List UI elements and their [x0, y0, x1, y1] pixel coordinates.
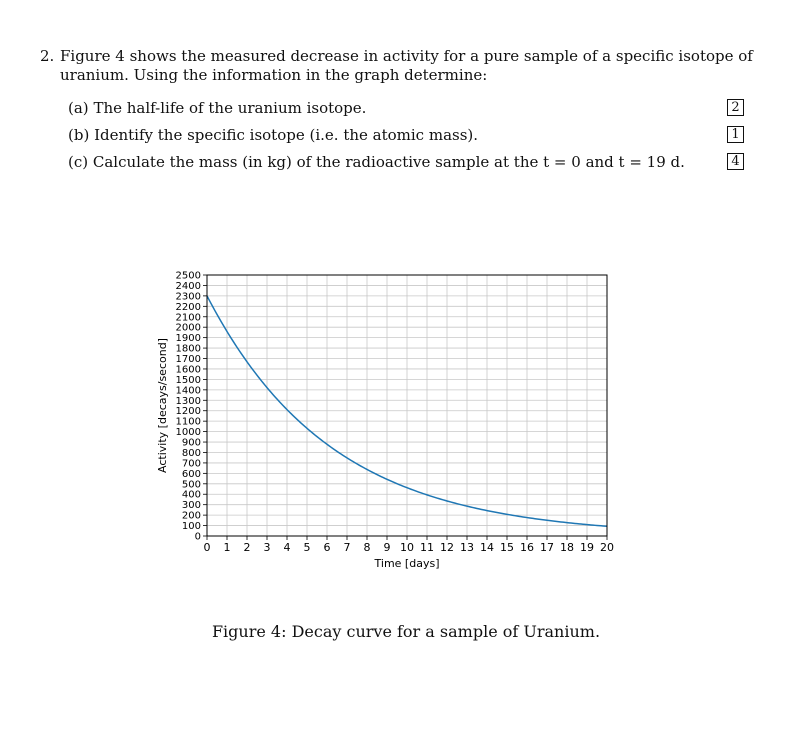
y-tick-label: 1000 [175, 427, 201, 439]
y-tick-label: 0 [194, 531, 201, 543]
y-tick-label: 100 [181, 521, 201, 533]
y-tick-label: 2000 [175, 322, 201, 334]
decay-chart [150, 265, 630, 575]
y-tick-label: 1300 [175, 395, 201, 407]
x-tick-label: 7 [343, 541, 351, 554]
x-tick-label: 19 [580, 541, 594, 554]
part-b-line [68, 126, 478, 144]
x-tick-label: 16 [520, 541, 534, 554]
y-tick-label: 300 [181, 500, 201, 512]
question-text: Figure 4 shows the measured decrease in activity for a pure sample of a specific isotope of uranium. Using the information in the graph determine: [60, 47, 753, 84]
y-tick-label: 1800 [175, 343, 201, 355]
x-tick-label: 8 [363, 541, 371, 554]
y-tick-label: 700 [181, 458, 201, 470]
part-b-label: (b) [68, 126, 90, 144]
y-tick-label: 900 [181, 437, 201, 449]
y-axis-label: Activity [decays/second] [156, 338, 169, 473]
y-tick-label: 1600 [175, 364, 201, 376]
decay-chart-svg [150, 265, 630, 575]
x-tick-label: 13 [460, 541, 474, 554]
y-tick-label: 2400 [175, 280, 201, 292]
x-tick-label: 2 [243, 541, 251, 554]
y-tick-label: 1200 [175, 406, 201, 418]
question-parts [68, 99, 744, 180]
x-tick-label: 11 [420, 541, 434, 554]
x-tick-label: 15 [500, 541, 514, 554]
x-tick-label: 5 [303, 541, 311, 554]
y-tick-label: 1500 [175, 374, 201, 386]
figure-caption: Figure 4: Decay curve for a sample of Uranium. [211, 622, 601, 641]
question-part-c [68, 153, 744, 180]
y-tick-label: 1900 [175, 333, 201, 345]
x-tick-label: 1 [223, 541, 231, 554]
y-tick-label: 200 [181, 510, 201, 522]
y-tick-label: 2200 [175, 301, 201, 313]
y-tick-label: 500 [181, 479, 201, 491]
part-c-label: (c) [68, 153, 89, 171]
x-ticks [204, 536, 615, 554]
x-tick-label: 0 [203, 541, 211, 554]
y-ticks [176, 271, 207, 543]
x-tick-label: 18 [560, 541, 574, 554]
part-a-label: (a) [68, 99, 89, 117]
part-c-line [68, 153, 685, 171]
chart-grid [207, 275, 607, 536]
part-b-text: Identify the specific isotope (i.e. the atomic mass). [94, 126, 479, 144]
part-c-text: Calculate the mass (in kg) of the radioactive sample at the t = 0 and t = 19 d. [92, 153, 685, 171]
x-tick-label: 14 [480, 541, 494, 554]
part-a-marks: 2 [727, 99, 744, 116]
x-tick-label: 3 [263, 541, 271, 554]
question-number: 2. [40, 47, 55, 65]
x-tick-label: 20 [600, 541, 614, 554]
y-tick-label: 1100 [175, 416, 201, 428]
y-tick-label: 2100 [175, 312, 201, 324]
part-c-marks: 4 [727, 153, 744, 170]
y-tick-label: 800 [181, 447, 201, 459]
y-tick-label: 2500 [175, 270, 201, 282]
y-tick-label: 400 [181, 489, 201, 501]
question-part-a [68, 99, 744, 126]
y-tick-label: 1400 [175, 385, 201, 397]
x-tick-label: 10 [400, 541, 414, 554]
part-a-line [68, 99, 366, 117]
y-tick-label: 1700 [175, 354, 201, 366]
x-axis-label: Time [days] [374, 557, 440, 570]
y-tick-label: 600 [181, 468, 201, 480]
x-tick-label: 17 [540, 541, 554, 554]
x-tick-label: 12 [440, 541, 454, 554]
question-part-b [68, 126, 744, 153]
part-b-marks: 1 [727, 126, 744, 143]
x-tick-label: 4 [283, 541, 291, 554]
x-tick-label: 6 [323, 541, 331, 554]
y-tick-label: 2300 [175, 291, 201, 303]
x-tick-label: 9 [383, 541, 391, 554]
part-a-text: The half-life of the uranium isotope. [93, 99, 367, 117]
